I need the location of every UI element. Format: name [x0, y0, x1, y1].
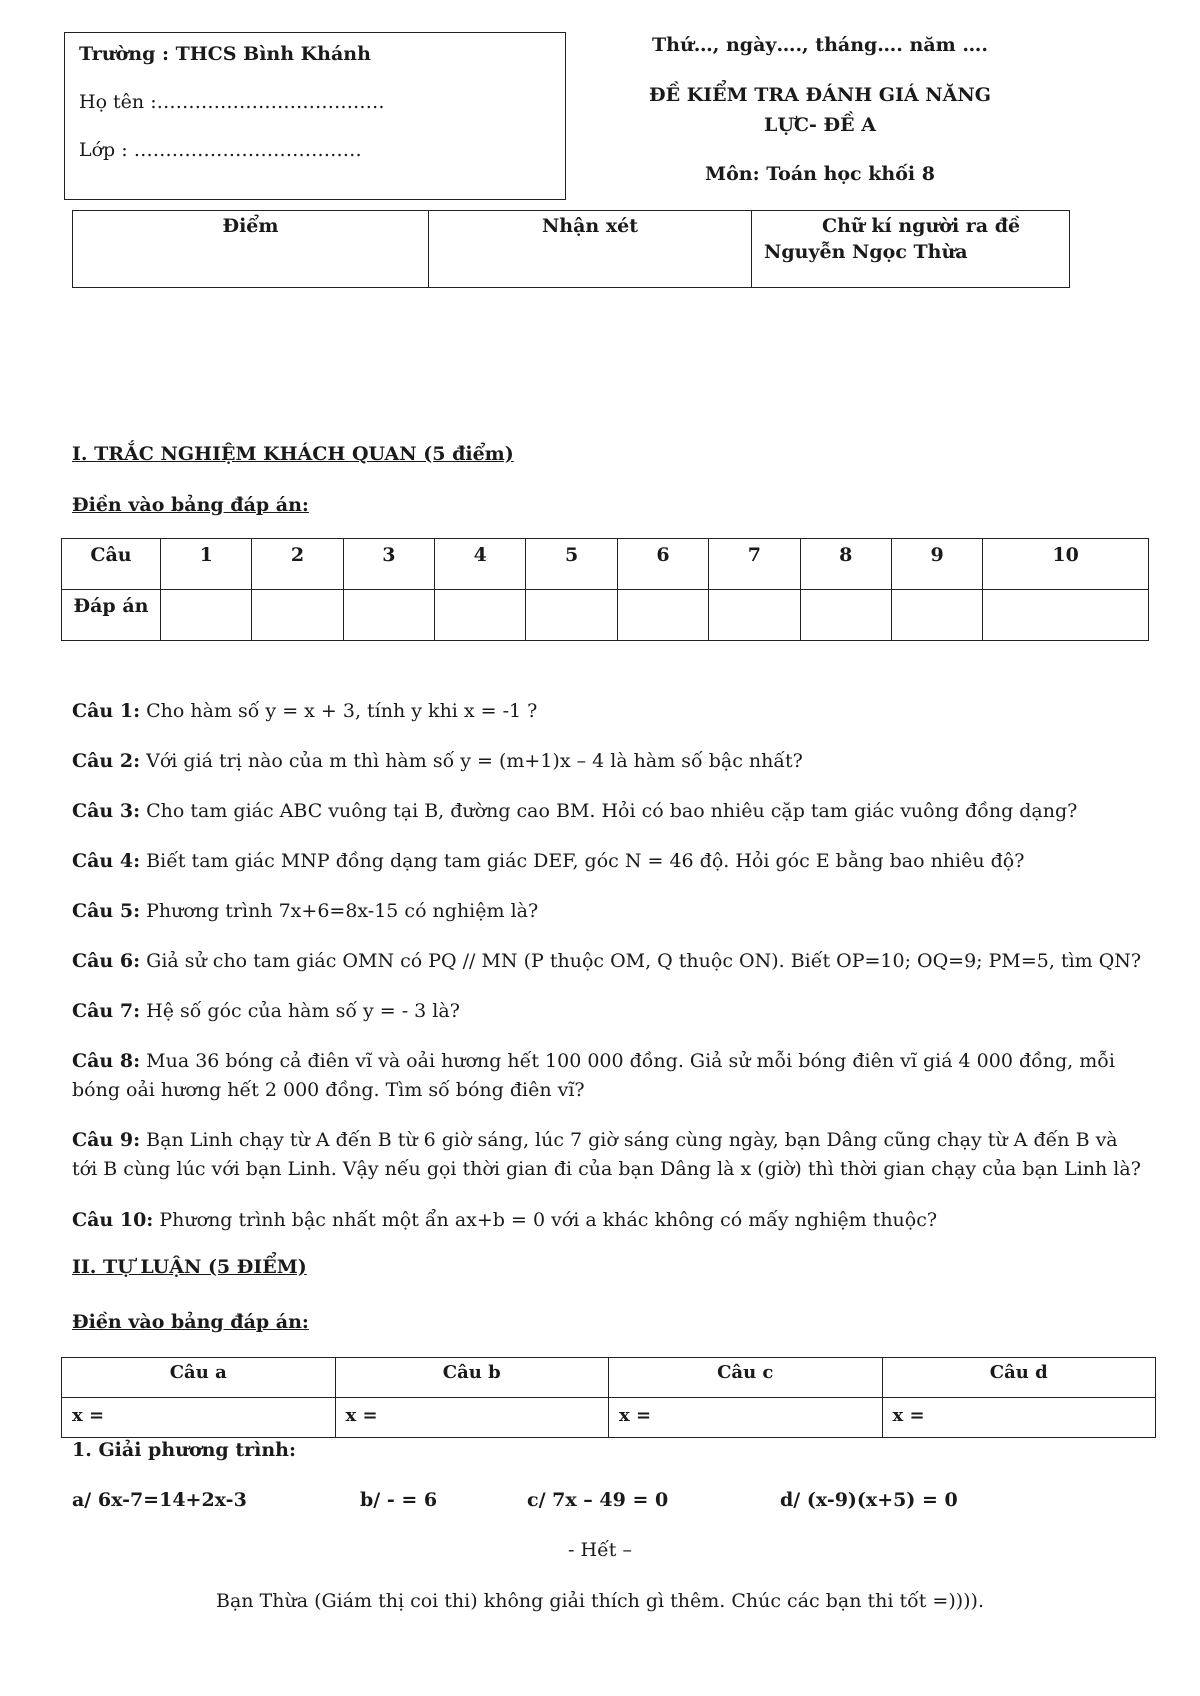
section1-title: I. TRẮC NGHIỆM KHÁCH QUAN (5 điểm)	[72, 443, 514, 465]
signature-header: Chữ kí người ra đề	[822, 215, 1021, 237]
class-line: Lớp : ………………………………	[79, 139, 362, 161]
student-info-box	[64, 32, 566, 200]
essay-header-cell: Câu a	[62, 1358, 336, 1398]
signature-cell	[752, 211, 1070, 288]
question-text: Bạn Linh chạy từ A đến B từ 6 giờ sáng, lúc 7 giờ sáng cùng ngày, bạn Dâng cũng chạy từ A đến B và tới B cùng lúc với bạn Linh. Vậy nếu gọi thời gian đi của bạn Dâng là x (giờ) thì thời gian chạy của bạn Linh là?	[72, 1129, 1141, 1180]
question-7	[72, 997, 1142, 1026]
mc-number-cell: 10	[983, 539, 1149, 590]
question-label: Câu 3:	[72, 800, 141, 822]
equation-a: a/ 6x-7=14+2x-3	[72, 1489, 247, 1511]
mc-answer-label: Đáp án	[62, 590, 161, 641]
mc-answer-cell[interactable]	[526, 590, 617, 641]
question-5	[72, 897, 1142, 926]
essay-header-cell: Câu c	[609, 1358, 883, 1398]
question-6	[72, 947, 1142, 976]
mc-number-cell: 3	[343, 539, 434, 590]
mc-answer-cell[interactable]	[800, 590, 891, 641]
student-name-line: Họ tên :………………………………	[79, 91, 385, 113]
essay-answer-cell[interactable]: x =	[62, 1398, 336, 1438]
comment-cell	[429, 211, 752, 288]
essay-header-cell: Câu d	[882, 1358, 1156, 1398]
mc-answer-cell[interactable]	[891, 590, 982, 641]
question-label: Câu 9:	[72, 1129, 141, 1151]
signer-name: Nguyễn Ngọc Thừa	[764, 241, 968, 263]
exam-title-line1: ĐỀ KIỂM TRA ĐÁNH GIÁ NĂNG	[649, 84, 991, 106]
essay-answer-cell[interactable]: x =	[609, 1398, 883, 1438]
mc-answer-cell[interactable]	[983, 590, 1149, 641]
essay-answer-row	[62, 1398, 1156, 1438]
question-text: Biết tam giác MNP đồng dạng tam giác DEF, góc N = 46 độ. Hỏi góc E bằng bao nhiêu độ?	[140, 850, 1025, 872]
score-signature-table	[72, 210, 1070, 288]
question-text: Với giá trị nào của m thì hàm số y = (m+1)x – 4 là hàm số bậc nhất?	[140, 750, 803, 772]
question-1	[72, 697, 1142, 726]
essay-answer-table	[61, 1357, 1156, 1438]
mc-answer-cell[interactable]	[343, 590, 434, 641]
essay-header-row	[62, 1358, 1156, 1398]
mc-answer-row	[62, 590, 1149, 641]
essay-answer-cell[interactable]: x =	[882, 1398, 1156, 1438]
question-text: Mua 36 bóng cả điên vĩ và oải hương hết 100 000 đồng. Giả sử mỗi bóng điên vĩ giá 4 000 đồng, mỗi bóng oải hương hết 2 000 đồng. Tìm số bóng điên vĩ?	[72, 1050, 1115, 1101]
question-label: Câu 5:	[72, 900, 141, 922]
equation-d: d/ (x-9)(x+5) = 0	[780, 1489, 958, 1511]
mc-answer-cell[interactable]	[709, 590, 800, 641]
question-text: Cho hàm số y = x + 3, tính y khi x = -1 ?	[140, 700, 538, 722]
date-line: Thứ…, ngày…., tháng…. năm ….	[652, 34, 988, 56]
footer-note: Bạn Thừa (Giám thị coi thi) không giải thích gì thêm. Chúc các bạn thi tốt =)))).	[215, 1590, 985, 1612]
equation-b: b/ - = 6	[360, 1489, 438, 1511]
exam-title-line2: LỰC- ĐỀ A	[764, 114, 876, 136]
question-label: Câu 1:	[72, 700, 141, 722]
mc-number-row	[62, 539, 1149, 590]
question-text: Giả sử cho tam giác OMN có PQ // MN (P thuộc OM, Q thuộc ON). Biết OP=10; OQ=9; PM=5, tìm QN?	[140, 950, 1142, 972]
section2-instruction: Điền vào bảng đáp án:	[72, 1311, 309, 1333]
question-3	[72, 797, 1142, 826]
question-label: Câu 8:	[72, 1050, 141, 1072]
question-text: Hệ số góc của hàm số y = - 3 là?	[140, 1000, 460, 1022]
equation-c: c/ 7x – 49 = 0	[527, 1489, 669, 1511]
score-cell	[73, 211, 429, 288]
question-text: Phương trình 7x+6=8x-15 có nghiệm là?	[140, 900, 539, 922]
mc-answer-cell[interactable]	[435, 590, 526, 641]
comment-header: Nhận xét	[541, 215, 639, 237]
question-10	[72, 1206, 1142, 1235]
essay-answer-cell[interactable]: x =	[335, 1398, 609, 1438]
school-name: Trường : THCS Bình Khánh	[79, 43, 371, 65]
end-marker: - Hết –	[568, 1539, 632, 1561]
mc-answer-cell[interactable]	[252, 590, 343, 641]
mc-number-cell: 9	[891, 539, 982, 590]
mc-number-cell: 5	[526, 539, 617, 590]
mc-number-cell: 7	[709, 539, 800, 590]
mc-number-cell: 8	[800, 539, 891, 590]
score-header: Điểm	[222, 215, 279, 237]
essay-header-cell: Câu b	[335, 1358, 609, 1398]
section1-instruction: Điền vào bảng đáp án:	[72, 494, 309, 516]
mc-number-cell: 1	[161, 539, 252, 590]
mc-number-cell: 6	[617, 539, 708, 590]
question-label: Câu 10:	[72, 1209, 154, 1231]
mc-answer-cell[interactable]	[617, 590, 708, 641]
mc-answer-table	[61, 538, 1149, 641]
question-label: Câu 7:	[72, 1000, 141, 1022]
mc-number-cell: 2	[252, 539, 343, 590]
question-text: Phương trình bậc nhất một ẩn ax+b = 0 với a khác không có mấy nghiệm thuộc?	[153, 1209, 938, 1231]
subject-line: Môn: Toán học khối 8	[705, 163, 935, 185]
question-9	[72, 1126, 1142, 1184]
question-4	[72, 847, 1142, 876]
mc-answer-cell[interactable]	[161, 590, 252, 641]
question-8	[72, 1047, 1142, 1105]
question-label: Câu 2:	[72, 750, 141, 772]
mc-row-label: Câu	[62, 539, 161, 590]
mc-number-cell: 4	[435, 539, 526, 590]
question-2	[72, 747, 1142, 776]
question-text: Cho tam giác ABC vuông tại B, đường cao BM. Hỏi có bao nhiêu cặp tam giác vuông đồng dạng?	[140, 800, 1078, 822]
question-label: Câu 4:	[72, 850, 141, 872]
section2-title: II. TỰ LUẬN (5 ĐIỂM)	[72, 1256, 307, 1278]
task-title: 1. Giải phương trình:	[72, 1439, 296, 1461]
question-label: Câu 6:	[72, 950, 141, 972]
